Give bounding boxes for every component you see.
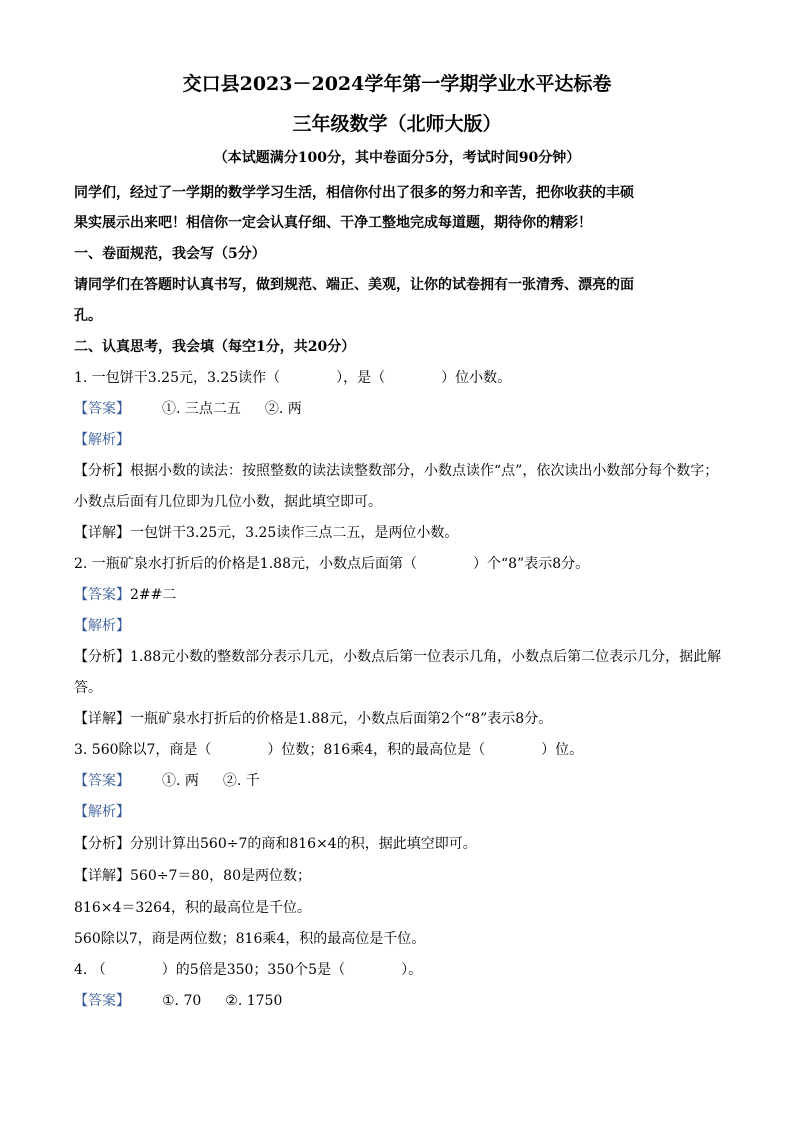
jiexi-label: 【解析】: [74, 804, 130, 820]
answer-label: 【答案】: [74, 993, 130, 1009]
section-2-heading: 二、认真思考，我会填（每空1分，共20分）: [74, 339, 356, 355]
q1-analysis-2: 小数点后面有几位即为几位小数，据此填空即可。: [74, 494, 382, 510]
q2-detail-row: [74, 709, 552, 729]
q4-answer-row: [74, 991, 282, 1011]
answer-label: 【答案】: [74, 587, 130, 603]
q1-detail: 一包饼干3.25元，3.25读作三点二五，是两位小数。: [130, 525, 459, 541]
xiangjie-label: 【详解】: [74, 525, 130, 541]
fenxi-label: 【分析】: [74, 836, 130, 852]
section-1-heading: 一、卷面规范，我会写（5分）: [74, 246, 266, 262]
jiexi-label: 【解析】: [74, 432, 130, 448]
page-title: 交口县2023－2024学年第一学期学业水平达标卷: [182, 73, 612, 95]
q3-answer-row: [74, 771, 260, 791]
fenxi-label: 【分析】: [74, 463, 130, 479]
section-1-text-2: 孔。: [74, 308, 102, 324]
q1-analysis-1: 根据小数的读法：按照整数的读法读整数部分，小数点读作“点”，依次读出小数部分每个数字；: [130, 463, 719, 479]
q3-answer-1: ①. 两: [162, 773, 199, 789]
q3-detail-3: 560除以7，商是两位数；816乘4，积的最高位是千位。: [74, 931, 426, 947]
q1-analysis-row: [74, 461, 718, 481]
intro-line-2: 果实展示出来吧！相信你一定会认真仔细、干净工整地完成每道题，期待你的精彩！: [74, 215, 592, 231]
section-1-text-1: 请同学们在答题时认真书写，做到规范、端正、美观，让你的试卷拥有一张清秀、漂亮的面: [74, 277, 634, 293]
page-subtitle: 三年级数学（北师大版）: [292, 113, 502, 135]
exam-note: （本试题满分100分，其中卷面分5分，考试时间90分钟）: [213, 150, 581, 166]
q4-answer-2: ②. 1750: [225, 993, 283, 1009]
q2-analysis-row: [74, 647, 721, 667]
question-1: 1. 一包饼干3.25元，3.25读作（ ），是（ ）位小数。: [74, 370, 512, 386]
q3-analysis-row: [74, 834, 477, 854]
q3-analysis: 分别计算出560÷7的商和816×4的积，据此填空即可。: [130, 836, 477, 852]
answer-label: 【答案】: [74, 401, 130, 417]
xiangjie-label: 【详解】: [74, 868, 130, 884]
answer-label: 【答案】: [74, 773, 130, 789]
q4-answer-1: ①. 70: [162, 993, 202, 1009]
q3-detail-row: [74, 866, 311, 886]
q1-answer-row: [74, 399, 302, 419]
jiexi-label: 【解析】: [74, 618, 130, 634]
q1-detail-row: [74, 523, 458, 543]
q3-detail-1: 560÷7＝80，80是两位数；: [130, 868, 311, 884]
q3-answer-2: ②. 千: [222, 773, 260, 789]
xiangjie-label: 【详解】: [74, 711, 130, 727]
q2-answer: 2##二: [130, 587, 177, 603]
question-3: 3. 560除以7，商是（ ）位数；816乘4，积的最高位是（ ）位。: [74, 742, 584, 758]
q2-analysis-1: 1.88元小数的整数部分表示几元，小数点后第一位表示几角，小数点后第二位表示几分，据此解: [130, 649, 722, 665]
intro-line-1: 同学们，经过了一学期的数学学习生活，相信你付出了很多的努力和辛苦，把你收获的丰硕: [74, 185, 634, 201]
fenxi-label: 【分析】: [74, 649, 130, 665]
q3-detail-2: 816×4＝3264，积的最高位是千位。: [74, 900, 311, 916]
q1-answer-1: ①. 三点二五: [162, 401, 241, 417]
question-2: 2. 一瓶矿泉水打折后的价格是1.88元，小数点后面第（ ）个“8”表示8分。: [74, 556, 590, 572]
q2-detail: 一瓶矿泉水打折后的价格是1.88元，小数点后面第2个“8”表示8分。: [130, 711, 553, 727]
q2-analysis-2: 答。: [74, 680, 102, 696]
q1-answer-2: ②. 两: [264, 401, 302, 417]
q2-answer-row: [74, 585, 176, 605]
question-4: 4. （ ）的5倍是350；350个5是（ ）。: [74, 962, 423, 978]
